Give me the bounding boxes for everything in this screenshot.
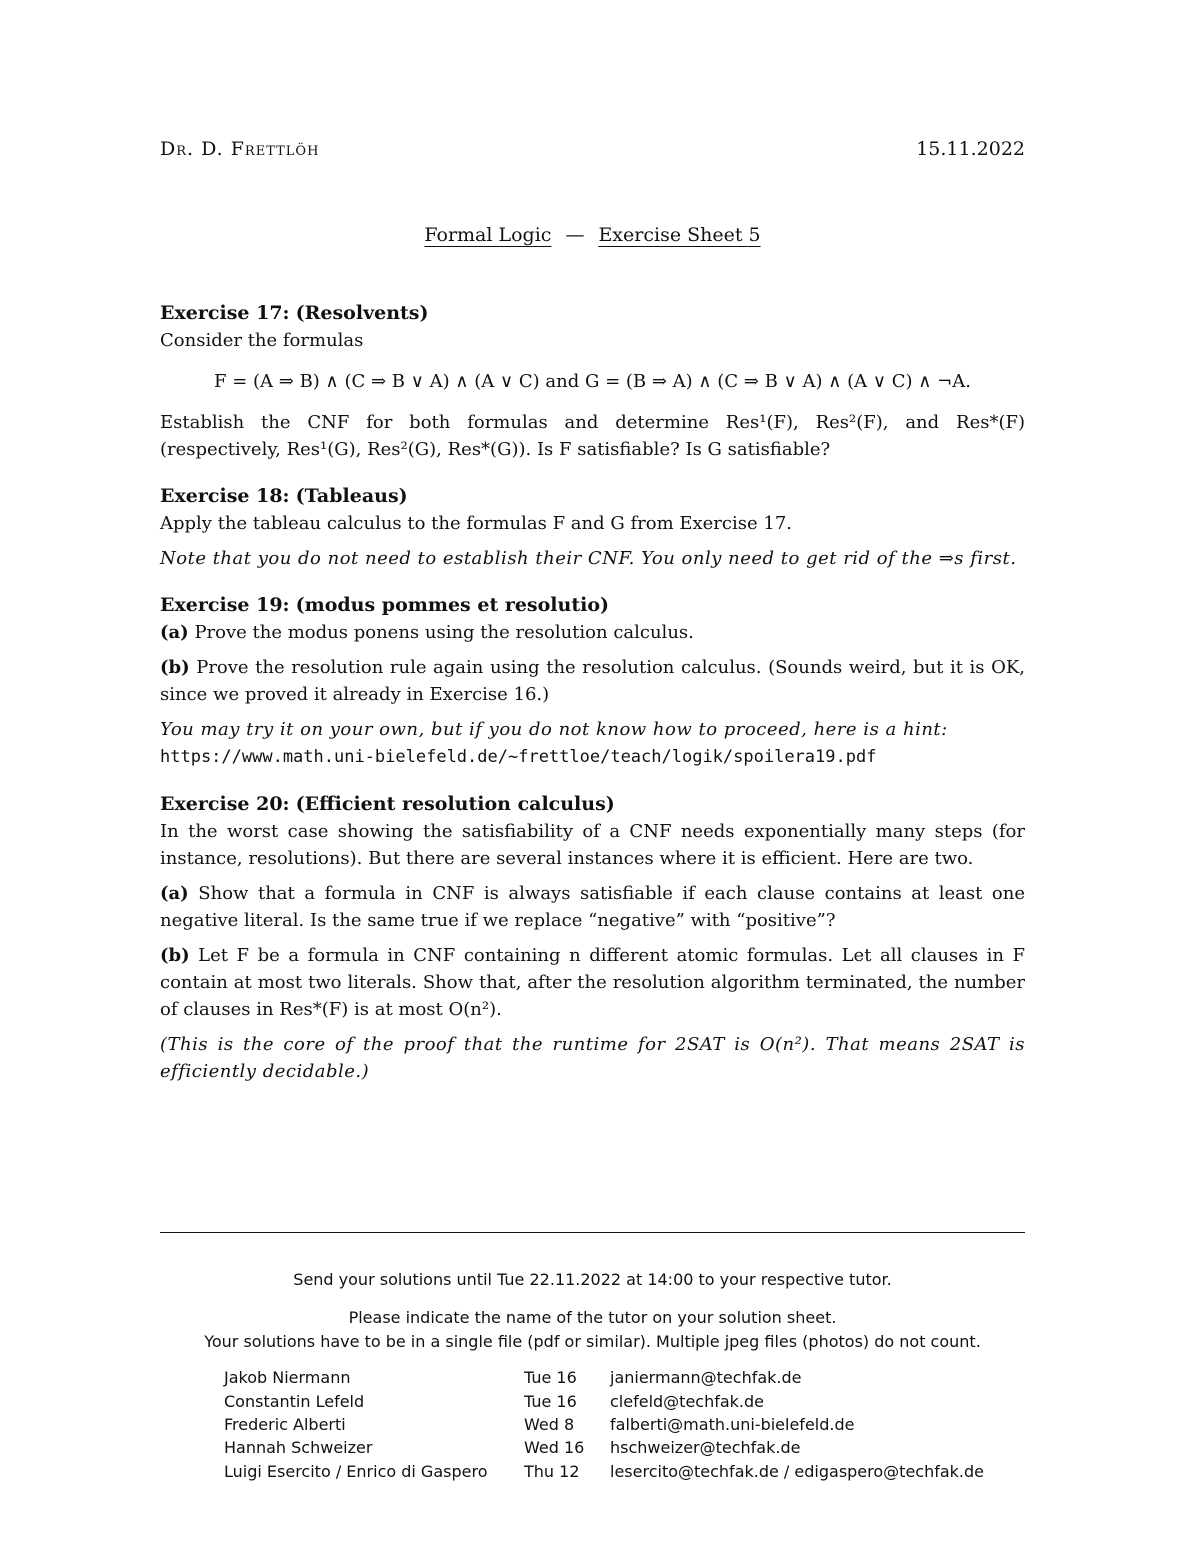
exercise-note: Note that you do not need to establish their CNF. You only need to get rid of the ⇒s first. bbox=[160, 548, 1017, 569]
author-name: Dr. D. Frettlöh bbox=[160, 138, 320, 160]
table-row bbox=[224, 1389, 984, 1412]
tutor-slot: Wed 16 bbox=[524, 1438, 585, 1458]
hint-url[interactable]: https://www.math.uni-bielefeld.de/~frettloe/teach/logik/spoilera19.pdf bbox=[160, 747, 877, 767]
tutor-name: Frederic Alberti bbox=[224, 1414, 346, 1434]
exercise-number: Exercise 20: bbox=[160, 793, 290, 815]
tutor-name: Luigi Esercito / Enrico di Gaspero bbox=[224, 1461, 488, 1481]
exercise-note: (This is the core of the proof that the runtime for 2SAT is O(n²). That means 2SAT is efficiently decidable.) bbox=[160, 1034, 1025, 1082]
submission-info bbox=[160, 1268, 1025, 1481]
exercise-17 bbox=[160, 300, 1025, 463]
exercise-19 bbox=[160, 592, 1025, 771]
exercise-heading bbox=[160, 483, 1025, 510]
tutor-email[interactable]: lesercito@techfak.de / edigaspero@techfak.de bbox=[610, 1461, 985, 1481]
tutor-email[interactable]: janiermann@techfak.de bbox=[610, 1368, 802, 1388]
exercise-number: Exercise 17: bbox=[160, 302, 290, 324]
sheet-header bbox=[160, 138, 1025, 168]
exercise-text: Establish the CNF for both formulas and determine Res¹(F), Res²(F), and Res*(F) (respectively, Res¹(G), Res²(G), Res*(G)). Is F satisfiable? Is G satisfiable? bbox=[160, 412, 1025, 460]
exercise-topic: (Efficient resolution calculus) bbox=[295, 793, 615, 815]
table-row bbox=[224, 1460, 984, 1483]
tutor-email[interactable]: clefeld@techfak.de bbox=[610, 1391, 765, 1411]
exercise-18 bbox=[160, 483, 1025, 572]
part-text: Prove the modus ponens using the resolution calculus. bbox=[194, 622, 694, 643]
exercise-heading bbox=[160, 592, 1025, 619]
tutor-slot: Wed 8 bbox=[524, 1414, 575, 1434]
exercise-20 bbox=[160, 791, 1025, 1085]
exercise-part-a bbox=[160, 619, 1025, 646]
title-course: Formal Logic bbox=[424, 224, 552, 246]
table-row bbox=[224, 1366, 984, 1389]
tutor-slot: Tue 16 bbox=[524, 1391, 577, 1411]
tutor-name: Constantin Lefeld bbox=[224, 1391, 365, 1411]
exercise-text: Apply the tableau calculus to the formulas F and G from Exercise 17. bbox=[160, 513, 792, 534]
exercise-topic: (Resolvents) bbox=[295, 302, 429, 324]
part-label: (b) bbox=[160, 657, 190, 678]
part-text: Let F be a formula in CNF containing n different atomic formulas. Let all clauses in F contain at most two literals. Show that, after the resolution algorithm terminated, the number of clauses in Res*(F) is at most O(n²). bbox=[160, 945, 1025, 1020]
exercise-text: In the worst case showing the satisfiability of a CNF needs exponentially many steps (for instance, resolutions). But there are several instances where it is efficient. Here are two. bbox=[160, 821, 1025, 869]
part-label: (a) bbox=[160, 883, 189, 904]
table-row bbox=[224, 1436, 984, 1459]
exercise-topic: (modus pommes et resolutio) bbox=[295, 594, 609, 616]
exercise-number: Exercise 19: bbox=[160, 594, 290, 616]
exercise-heading bbox=[160, 791, 1025, 818]
formula-display: F = (A ⇒ B) ∧ (C ⇒ B ∨ A) ∧ (A ∨ C) and G = (B ⇒ A) ∧ (C ⇒ B ∨ A) ∧ (A ∨ C) ∧ ¬A. bbox=[214, 371, 971, 392]
submission-deadline: Send your solutions until Tue 22.11.2022 at 14:00 to your respective tutor. bbox=[293, 1270, 892, 1289]
title-dash: — bbox=[565, 224, 585, 246]
tutor-name: Jakob Niermann bbox=[224, 1368, 351, 1388]
tutor-name: Hannah Schweizer bbox=[224, 1438, 373, 1458]
tutor-slot: Thu 12 bbox=[524, 1461, 580, 1481]
tutor-instruction: Please indicate the name of the tutor on your solution sheet. bbox=[348, 1308, 837, 1327]
exercise-part-a bbox=[160, 880, 1025, 934]
table-row bbox=[224, 1413, 984, 1436]
part-label: (b) bbox=[160, 945, 190, 966]
tutor-email[interactable]: hschweizer@techfak.de bbox=[610, 1438, 801, 1458]
tutor-table bbox=[224, 1366, 984, 1483]
exercise-heading bbox=[160, 300, 1025, 327]
part-text: Prove the resolution rule again using the resolution calculus. (Sounds weird, but it is OK, since we proved it already in Exercise 16.) bbox=[160, 657, 1025, 705]
exercise-sheet-page bbox=[160, 0, 1025, 1553]
sheet-title bbox=[160, 224, 1025, 246]
exercises bbox=[160, 300, 1025, 1105]
footer-divider bbox=[160, 1232, 1025, 1233]
exercise-part-b bbox=[160, 942, 1025, 1023]
tutor-slot: Tue 16 bbox=[524, 1368, 577, 1388]
part-label: (a) bbox=[160, 622, 189, 643]
exercise-intro: Consider the formulas bbox=[160, 330, 364, 351]
file-instruction: Your solutions have to be in a single file (pdf or similar). Multiple jpeg files (photos) do not count. bbox=[204, 1332, 981, 1351]
exercise-hint bbox=[160, 716, 1025, 771]
exercise-topic: (Tableaus) bbox=[295, 485, 408, 507]
part-text: Show that a formula in CNF is always satisfiable if each clause contains at least one negative literal. Is the same true if we replace “negative” with “positive”? bbox=[160, 883, 1025, 931]
title-sheet: Exercise Sheet 5 bbox=[598, 224, 761, 246]
exercise-part-b bbox=[160, 654, 1025, 708]
hint-note: You may try it on your own, but if you do not know how to proceed, here is a hint: bbox=[160, 719, 948, 740]
sheet-date: 15.11.2022 bbox=[916, 138, 1025, 160]
exercise-number: Exercise 18: bbox=[160, 485, 290, 507]
tutor-email[interactable]: falberti@math.uni-bielefeld.de bbox=[610, 1414, 855, 1434]
